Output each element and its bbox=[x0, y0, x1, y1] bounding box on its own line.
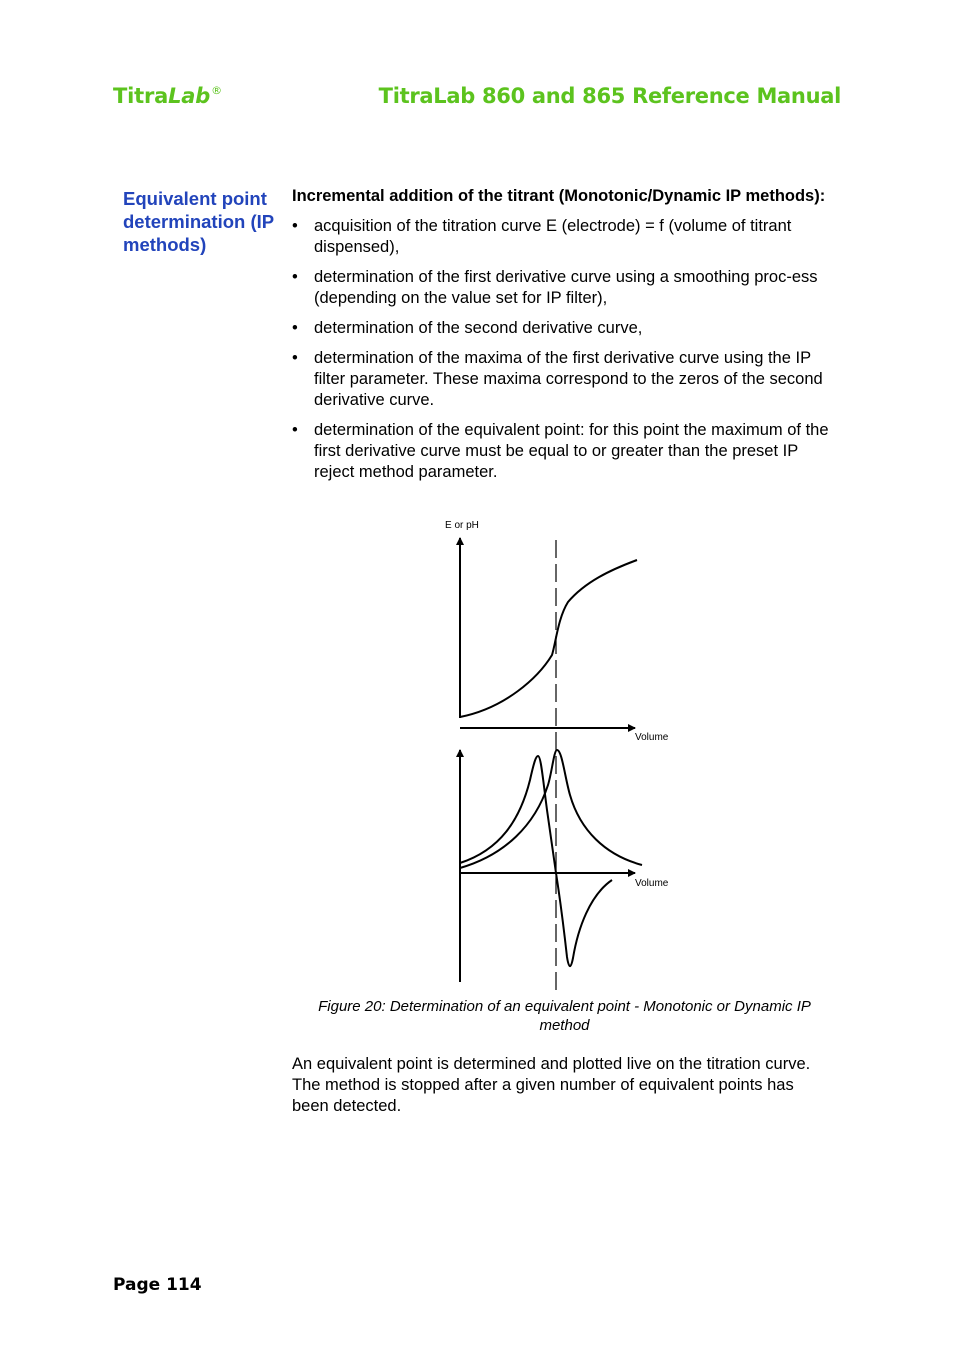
page-number: Page 114 bbox=[113, 1275, 202, 1295]
bullet-dot: • bbox=[292, 319, 298, 337]
top-x-label: Volume bbox=[635, 732, 669, 743]
bullet-item bbox=[292, 420, 837, 483]
titration-figure bbox=[430, 510, 690, 995]
bullet-item bbox=[292, 267, 837, 309]
brand-logo bbox=[113, 84, 222, 108]
titration-curve bbox=[460, 560, 637, 717]
bullet-dot: • bbox=[292, 268, 298, 286]
bullet-text: determination of the second derivative curve, bbox=[314, 319, 643, 337]
bullet-item bbox=[292, 216, 837, 258]
registered-mark: ® bbox=[211, 84, 222, 97]
figure-caption: Figure 20: Determination of an equivalent point - Monotonic or Dynamic IP method bbox=[318, 998, 811, 1034]
titration-diagram bbox=[430, 510, 690, 995]
intro-title: Incremental addition of the titrant (Monotonic/Dynamic IP methods): bbox=[292, 187, 826, 205]
bullet-text: acquisition of the titration curve E (electrode) = f (volume of titrant dispensed), bbox=[314, 217, 792, 256]
section-heading: Equivalent point determination (IP methods) bbox=[123, 188, 274, 255]
bullet-list bbox=[292, 216, 837, 483]
closing-paragraph: An equivalent point is determined and plotted live on the titration curve. The method is stopped after a given number of equivalent points has been detected. bbox=[292, 1055, 811, 1115]
body-column bbox=[292, 186, 837, 492]
bullet-text: determination of the first derivative curve using a smoothing proc-ess (depending on the value set for IP filter), bbox=[314, 268, 818, 307]
top-y-label: E or pH bbox=[445, 520, 479, 531]
manual-title: TitraLab 860 and 865 Reference Manual bbox=[378, 84, 841, 108]
bottom-x-label: Volume bbox=[635, 878, 669, 889]
bullet-item bbox=[292, 348, 837, 411]
brand-italic: Lab bbox=[168, 84, 211, 108]
bullet-dot: • bbox=[292, 349, 298, 367]
second-derivative-curve bbox=[460, 756, 612, 966]
bullet-dot: • bbox=[292, 421, 298, 439]
bullet-dot: • bbox=[292, 217, 298, 235]
brand-prefix: Titra bbox=[113, 84, 169, 108]
bullet-text: determination of the equivalent point: for this point the maximum of the first derivative curve must be equal to or greater than the preset IP reject method parameter. bbox=[314, 421, 829, 481]
bullet-item bbox=[292, 318, 837, 339]
bullet-text: determination of the maxima of the first derivative curve using the IP filter parameter. These maxima correspond to the zeros of the second derivative curve. bbox=[314, 349, 823, 409]
